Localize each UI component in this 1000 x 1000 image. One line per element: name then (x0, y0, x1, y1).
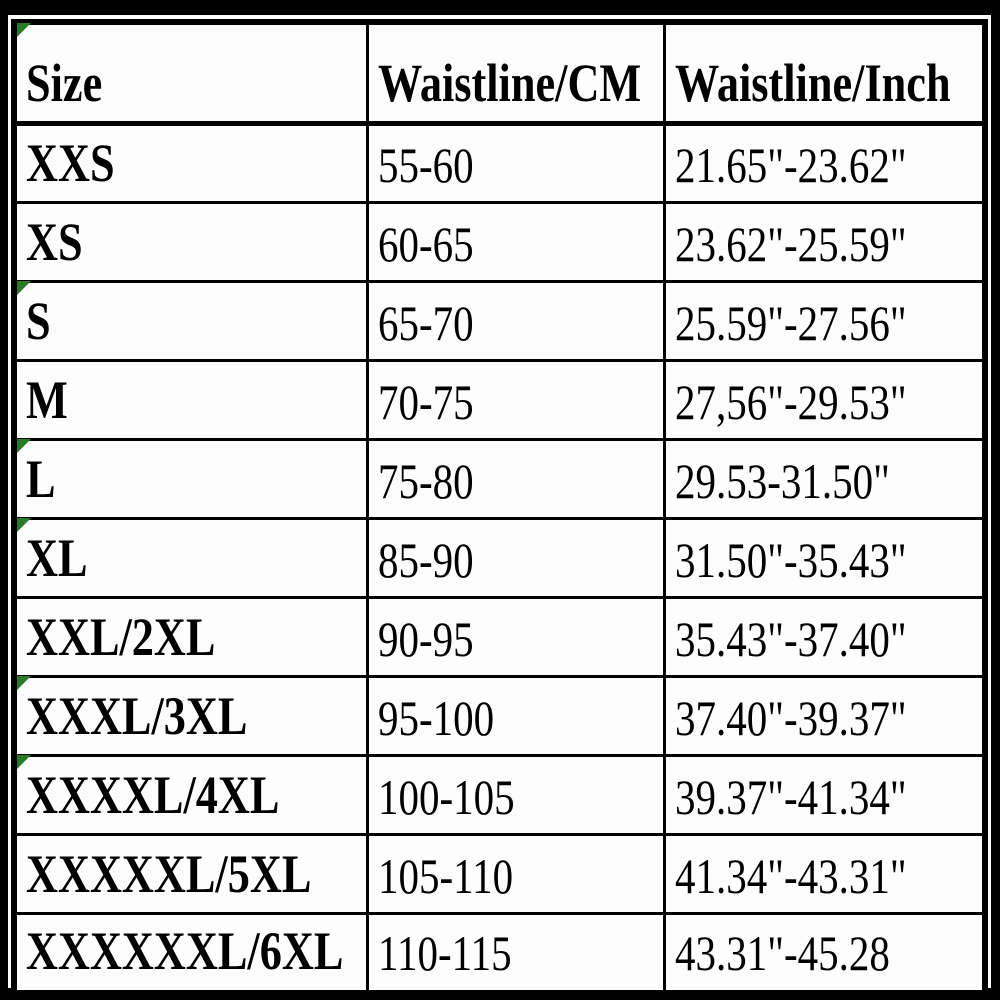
column-header-waistline-inch-label: Waistline/Inch (674, 52, 951, 113)
size-cell (14, 282, 367, 361)
waistline-cm-cell (367, 835, 664, 914)
size-chart-table (11, 19, 988, 996)
waistline-inch-cell (664, 598, 985, 677)
column-header-size-label: Size (26, 52, 103, 113)
waistline-cm-value: 100-105 (377, 768, 515, 825)
size-value: M (26, 369, 68, 430)
waistline-cm-cell (367, 361, 664, 440)
waistline-inch-cell (664, 835, 985, 914)
table-row (14, 282, 985, 361)
size-value: XS (26, 211, 83, 272)
size-value: XXXXL/4XL (26, 764, 280, 825)
waistline-inch-value: 43.31"-45.28 (674, 925, 890, 981)
error-indicator-icon (17, 23, 31, 37)
waistline-cm-value: 75-80 (377, 452, 474, 509)
size-cell (14, 203, 367, 282)
size-value: XXXL/3XL (26, 685, 248, 746)
waistline-cm-cell (367, 914, 664, 993)
size-value: XXS (26, 132, 115, 193)
waistline-cm-value: 90-95 (377, 610, 474, 667)
waistline-cm-value: 65-70 (377, 294, 474, 351)
waistline-cm-cell (367, 282, 664, 361)
size-cell (14, 124, 367, 203)
size-cell (14, 677, 367, 756)
size-cell (14, 914, 367, 993)
table-row (14, 203, 985, 282)
table-row (14, 598, 985, 677)
size-value: XL (26, 527, 88, 588)
size-cell (14, 756, 367, 835)
column-header-waistline-inch (664, 22, 985, 124)
waistline-inch-value: 41.34"-43.31" (674, 847, 907, 904)
waistline-cm-cell (367, 756, 664, 835)
waistline-cm-value: 60-65 (377, 215, 474, 272)
waistline-inch-cell (664, 282, 985, 361)
waistline-inch-value: 23.62"-25.59" (674, 215, 907, 272)
waistline-cm-value: 105-110 (377, 847, 513, 904)
size-value: XXL/2XL (26, 606, 216, 667)
table-row (14, 835, 985, 914)
waistline-cm-value: 85-90 (377, 531, 474, 588)
column-header-size (14, 22, 367, 124)
waistline-cm-value: 110-115 (377, 925, 512, 981)
waistline-inch-cell (664, 519, 985, 598)
waistline-inch-cell (664, 756, 985, 835)
waistline-inch-cell (664, 124, 985, 203)
waistline-inch-cell (664, 677, 985, 756)
waistline-inch-value: 39.37"-41.34" (674, 768, 907, 825)
waistline-inch-value: 37.40"-39.37" (674, 689, 907, 746)
waistline-cm-cell (367, 203, 664, 282)
waistline-inch-cell (664, 361, 985, 440)
table-row (14, 677, 985, 756)
waistline-inch-value: 25.59"-27.56" (674, 294, 907, 351)
table-row (14, 440, 985, 519)
waistline-inch-cell (664, 914, 985, 993)
waistline-inch-value: 29.53-31.50" (674, 452, 890, 509)
waistline-cm-value: 70-75 (377, 373, 474, 430)
waistline-inch-cell (664, 203, 985, 282)
size-cell (14, 519, 367, 598)
column-header-waistline-cm (367, 22, 664, 124)
size-value: S (26, 290, 51, 351)
waistline-inch-value: 35.43"-37.40" (674, 610, 907, 667)
waistline-cm-value: 95-100 (377, 689, 494, 746)
waistline-cm-cell (367, 124, 664, 203)
size-value: L (26, 448, 56, 509)
waistline-cm-cell (367, 440, 664, 519)
table-row (14, 124, 985, 203)
table-row (14, 756, 985, 835)
waistline-inch-cell (664, 440, 985, 519)
column-header-waistline-cm-label: Waistline/CM (377, 52, 641, 113)
size-chart-panel (8, 15, 991, 988)
size-cell (14, 440, 367, 519)
waistline-cm-cell (367, 677, 664, 756)
waistline-cm-cell (367, 519, 664, 598)
table-row (14, 519, 985, 598)
size-cell (14, 361, 367, 440)
waistline-inch-value: 31.50"-35.43" (674, 531, 907, 588)
header-row (14, 22, 985, 124)
size-value: XXXXXXL/6XL (26, 921, 344, 982)
size-cell (14, 598, 367, 677)
waistline-inch-value: 27,56"-29.53" (674, 373, 907, 430)
waistline-inch-value: 21.65"-23.62" (674, 136, 907, 193)
table-row (14, 914, 985, 993)
waistline-cm-value: 55-60 (377, 136, 474, 193)
size-cell (14, 835, 367, 914)
table-row (14, 361, 985, 440)
waistline-cm-cell (367, 598, 664, 677)
size-value: XXXXXL/5XL (26, 843, 312, 904)
